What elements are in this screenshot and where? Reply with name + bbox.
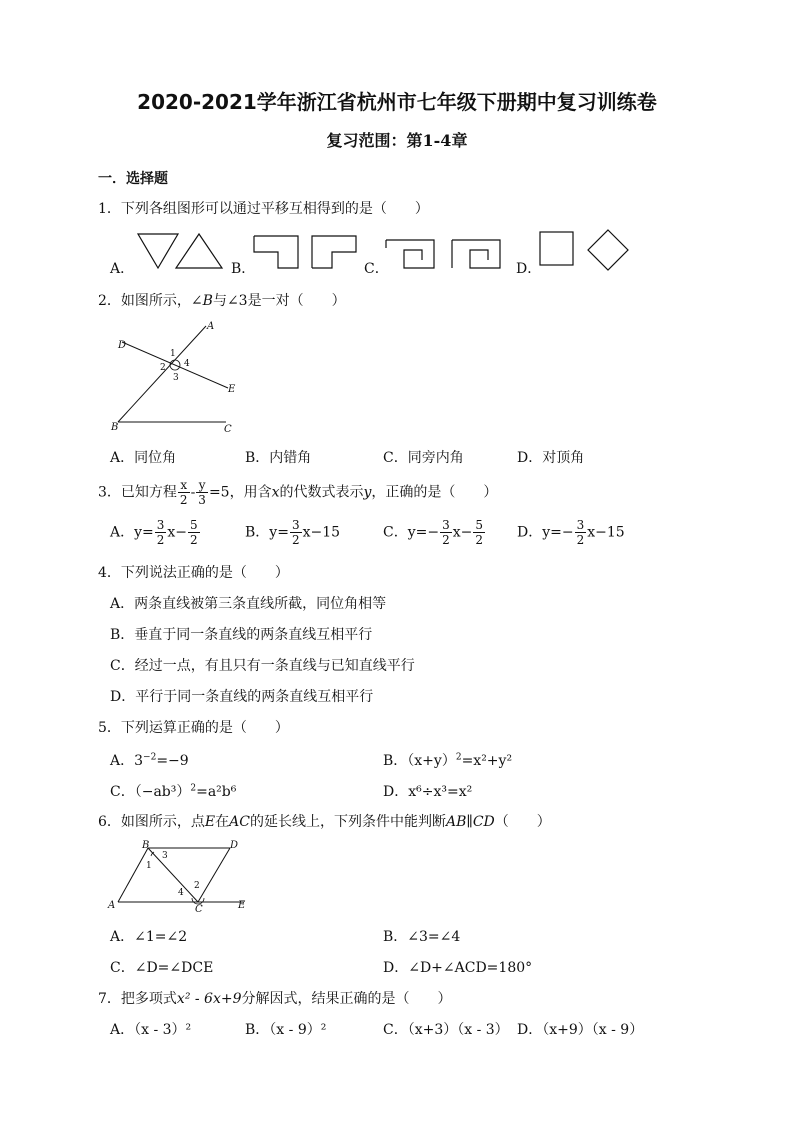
q2-label-b: B	[111, 422, 119, 433]
question-6-stem: 6．如图所示，点E在AC的延长线上，下列条件中能判断AB∥CD（ ）	[98, 814, 551, 830]
q2-stem-pre: 2．如图所示，	[98, 293, 191, 309]
q7-option-a: A．（x - 3）²	[110, 1022, 192, 1038]
q7-option-d: D．（x+9）（x - 9）	[517, 1022, 644, 1038]
triangle-pair-icon	[138, 232, 228, 272]
q1-option-b-label: B．	[231, 261, 256, 277]
q4-option-a: A．两条直线被第三条直线所截，同位角相等	[110, 596, 387, 612]
q6-label-e: E	[238, 900, 246, 911]
q6-angle-1: 1	[146, 861, 152, 871]
q7-option-b: B．（x - 9）²	[245, 1022, 327, 1038]
q3-frac-y3: $\frac{y}{3}$	[198, 478, 206, 507]
q6-label-d: D	[230, 840, 239, 851]
q2-option-c: C．同旁内角	[383, 450, 464, 466]
q3-stem-pre: 3．已知方程	[98, 484, 177, 501]
page-subtitle: 复习范围：第1-4章	[326, 131, 468, 150]
q2-angle-4: 4	[184, 359, 190, 369]
q2-angle-b: ∠B	[190, 293, 213, 309]
q6-angle-4: 4	[178, 888, 184, 898]
q6-angle-3: 3	[162, 851, 168, 861]
q2-option-a: A．同位角	[110, 450, 177, 466]
question-7-stem: 7．把多项式x² - 6x+9分解因式，结果正确的是（ ）	[98, 991, 452, 1007]
q3-option-b: B．y= $\frac{3}{2}$ x−15	[245, 518, 341, 547]
q5-option-b: B．$(x+y)^2=x^2+y^2$	[383, 752, 513, 769]
section-heading: 一．选择题	[98, 171, 168, 187]
q6-option-d: D．∠D+∠ACD=180°	[383, 960, 533, 976]
question-5-stem: 5．下列运算正确的是（ ）	[98, 720, 289, 736]
q2-label-e: E	[228, 384, 236, 395]
question-4-stem: 4．下列说法正确的是（ ）	[98, 565, 289, 581]
q1-option-d-label: D．	[516, 261, 542, 277]
q3-option-a: A．y= $\frac{3}{2}$ x− $\frac{5}{2}$	[110, 518, 198, 547]
q3-option-d: D．y=− $\frac{3}{2}$ x−15	[517, 518, 625, 547]
spiral-shape-pair-icon	[386, 238, 512, 270]
q4-option-b: B．垂直于同一条直线的两条直线互相平行	[110, 627, 373, 643]
q2-label-d: D	[118, 340, 127, 351]
q2-figure	[108, 320, 248, 435]
q2-label-a: A	[207, 321, 215, 332]
question-3-stem: 3．已知方程 $\frac{x}{2}$ - $\frac{y}{3}$ =5，用含x的代数式表示y，正确的是（ ）	[98, 478, 498, 507]
q1-option-c-label: C．	[364, 261, 389, 277]
q3-option-c: C．y=− $\frac{3}{2}$ x− $\frac{5}{2}$	[383, 518, 484, 547]
q4-option-c: C．经过一点，有且只有一条直线与已知直线平行	[110, 658, 415, 674]
q6-option-c: C．∠D=∠DCE	[110, 960, 214, 976]
q6-option-b: B．∠3=∠4	[383, 929, 461, 945]
q3-frac-x2: $\frac{x}{2}$	[179, 478, 188, 507]
q6-label-c: C	[195, 904, 203, 915]
q2-angle-2: 2	[160, 363, 166, 373]
q4-option-d: D．平行于同一条直线的两条直线互相平行	[110, 689, 374, 705]
q6-option-a: A．∠1=∠2	[110, 929, 188, 945]
q2-option-b: B．内错角	[245, 450, 312, 466]
q6-figure	[108, 838, 253, 916]
q6-label-b: B	[142, 840, 150, 851]
q2-angle-3: 3	[173, 373, 179, 383]
q6-angle-2: 2	[194, 881, 200, 891]
question-1-stem: 1．下列各组图形可以通过平移互相得到的是（ ）	[98, 201, 429, 217]
square-and-diamond-icon	[540, 230, 636, 274]
q7-option-c: C．（x+3）（x - 3）	[383, 1022, 509, 1038]
q2-label-c: C	[224, 424, 232, 435]
q2-stem-post: 与∠3是一对（ ）	[212, 293, 346, 309]
q5-option-d: D．x⁶÷x³=x²	[383, 784, 473, 800]
bracket-shape-pair-icon	[254, 234, 360, 270]
q2-angle-1: 1	[170, 349, 176, 359]
q1-option-a-label: A．	[110, 261, 135, 277]
q5-option-a: A．$3^{-2}=-9$	[110, 752, 189, 769]
q6-label-a: A	[108, 900, 116, 911]
question-2-stem	[98, 290, 346, 310]
q5-option-c: C．$(-ab^3)^2=a^2b^6$	[110, 783, 237, 800]
q2-option-d: D．对顶角	[517, 450, 585, 466]
page-title: 2020-2021学年浙江省杭州市七年级下册期中复习训练卷	[137, 90, 657, 114]
